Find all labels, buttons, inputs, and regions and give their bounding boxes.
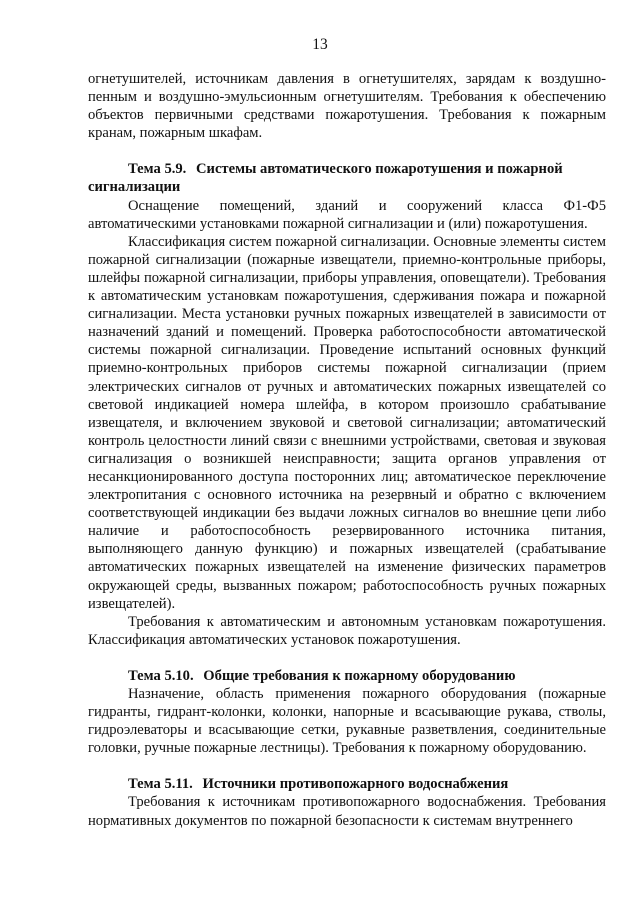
section-title: Источники противопожарного водоснабжения [202, 776, 509, 793]
section-heading [88, 160, 606, 196]
paragraph: Назначение, область применения пожарного оборудования (пожарные гидранты, гидрант-колонки, колонки, напорные и всасывающие рукава, стволы, гидроэлеваторы и всасывающие сетки, рукавные разветвления, соединительные головки, ручные пожарные лестницы). Требования к пожарному оборудованию. [88, 686, 606, 757]
section-title: Общие требования к пожарному оборудованию [203, 667, 516, 684]
document-body [88, 70, 606, 830]
continuation-paragraph: огнетушителей, источникам давления в огнетушителях, зарядам к воздушно-пенным и воздушно-эмульсионным огнетушителям. Требования к обеспечению объектов первичными средствами пожаротушения. Требования к пожарным кранам, пожарным шкафам. [88, 71, 606, 142]
paragraph: Требования к автоматическим и автономным установкам пожаротушения. Классификация автоматических установок пожаротушения. [88, 613, 606, 648]
paragraph: Классификация систем пожарной сигнализации. Основные элементы систем пожарной сигнализации (пожарные извещатели, приемно-контрольные приборы, шлейфы пожарной сигнализации, приборы управления, оповещатели). Требования к автоматическим установкам пожаротушения, сдерживания пожара и пожарной сигнализации. Места установки ручных пожарных извещателей в зависимости от назначений зданий и помещений. Проверка работоспособности автоматической системы пожарной сигнализации. Проведение испытаний основных функций приемно-контрольных приборов системы пожарной сигнализации (прием электрических сигналов от ручных и автоматических пожарных извещателей со световой индикацией номера шлейфа, в котором произошло срабатывание извещателя, и включением звуковой и световой сигнализации; автоматический контроль целостности линий связи с внешними устройствами, световая и звуковая сигнализация о возникшей неисправности; защита органов управления от несанкционированного доступа посторонних лиц; автоматическое переключение электропитания с основного источника на резервный и обратно с включением соответствующей индикации без выдачи ложных сигналов во внешние цепи либо наличие и работоспособность резервированного источника питания, выполняющего данную функцию) и пожарных извещателей (срабатывание автоматических пожарных извещателей на изменение физических параметров окружающей среды, вызванных пожаром; работоспособность ручных пожарных извещателей). [88, 233, 606, 612]
section-number: Тема 5.9. [128, 161, 187, 178]
page-number: 13 [312, 36, 328, 53]
paragraph: Требования к источникам противопожарного водоснабжения. Требования нормативных документов по пожарной безопасности к системам внутреннего [88, 794, 606, 829]
section-number: Тема 5.10. [128, 667, 194, 684]
paragraph: Оснащение помещений, зданий и сооружений класса Ф1-Ф5 автоматическими установками пожарной сигнализации и (или) пожаротушения. [88, 197, 606, 232]
section-title: Системы автоматического пожаротушения и пожарной сигнализации [88, 161, 563, 196]
section-heading [88, 775, 606, 793]
section-number: Тема 5.11. [128, 776, 193, 793]
section-heading [88, 667, 606, 685]
